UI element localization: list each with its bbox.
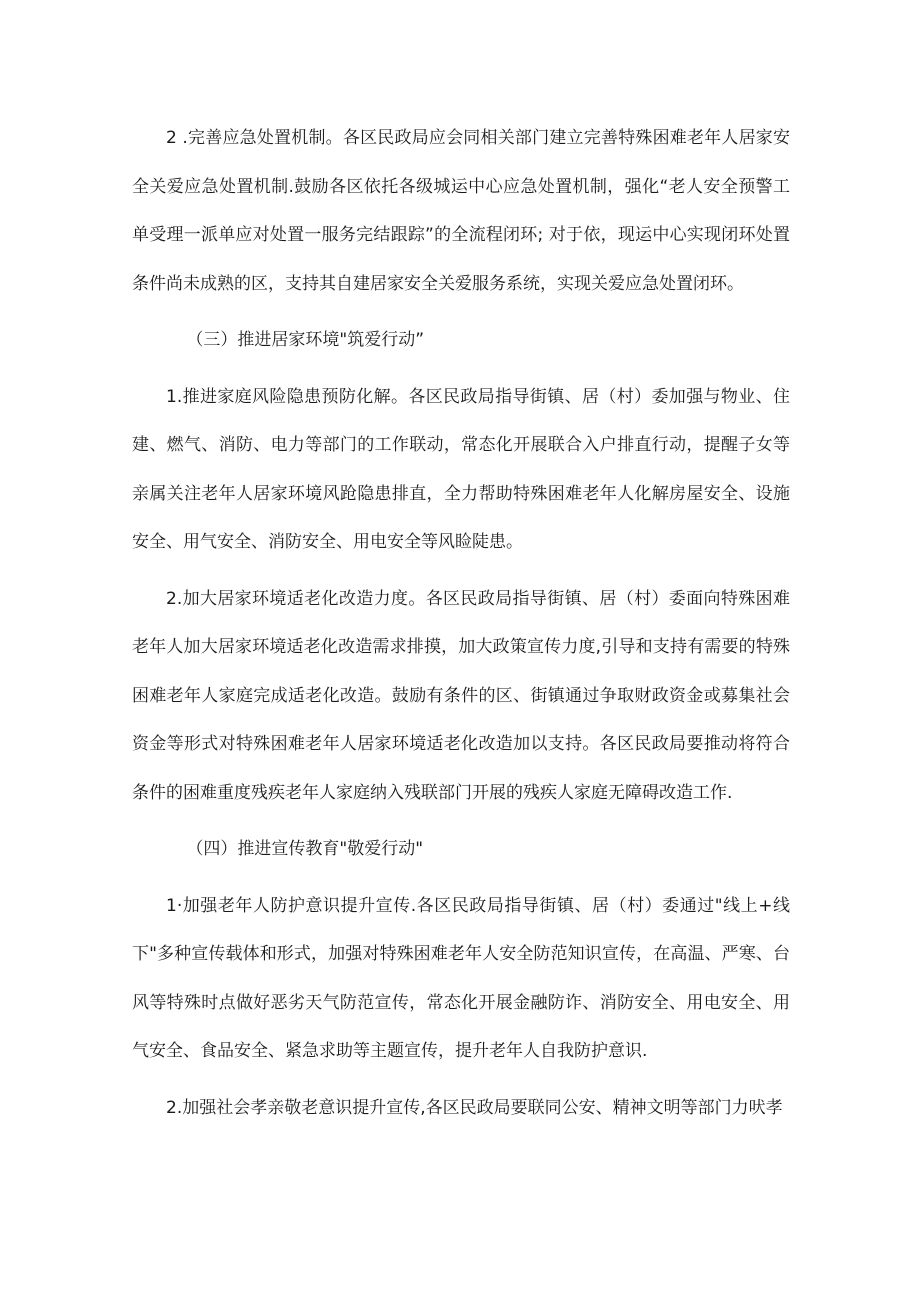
paragraph-filial-piety-awareness: 2.加强社会孝亲敬老意识提升宣传,各区民政局要联同公安、精神文明等部门力吠孝: [166, 1097, 783, 1118]
paragraph-risk-prevention: 1.推进家庭风险隐患预防化解。各区民政局指导街镇、居（村）委加强与物业、住建、燃气、消防、电力等部门的工作联动，常态化开展联合入户排直行动，提醒子女等亲属关注老年人居家环境风跄隐患排直，全力帮助特殊困难老年人化解房屋安全、设施安全、用气安全、消防安全、用电安全等风睑陡患。: [132, 386, 790, 552]
paragraph-emergency-mechanism: 2 .完善应急处置机制。各区民政局应会同相关部门建立完善特殊困难老年人居家安全关爱应急处置机制.鼓励各区依托各级城运中心应急处置机制，强化“老人安全预警工单受理一派单应对处置一服务完结跟踪”的全流程闭环; 对于依，现运中心实现闭环处置条件尚未成熟的区，支持其自建居家安全关爱服务系统，实现关爱应急处置闭环。: [132, 128, 790, 294]
paragraph-aging-renovation: 2.加大居家环境适老化改造力度。各区民政局指导街镇、居（村）委面向特殊困难老年人加大居家环境适老化改造需求排摸，加大政策宣传力度,引导和支持有需要的特殊困难老年人家庭完成适老化改造。鼓励有条件的区、街镇通过争取财政资金或募集社会资金等形式对特殊困难老年人居家环境适老化改造加以支持。各区民政局要推动将符合条件的困难重度残疾老年人家庭纳入残联部门开展的残疾人家庭无障碍改造工作.: [132, 588, 790, 803]
document-page: [132, 114, 790, 1132]
section-heading-publicity-education: （四）推进宣传教育"敬爱行动": [186, 839, 424, 859]
paragraph-protection-awareness: 1·加强老年人防护意识提升宣传.各区民政局指导街镇、居（村）委通过"线上+线下"多种宣传载体和形式，加强对特殊困难老年人安全防范知识宣传，在高温、严寒、台风等特殊时点做好恶劣天气防范宣传，常态化开展金融防诈、消防安全、用电安全、用气安全、食品安全、紧急求助等主题宣传，提升老年人自我防护意识.: [132, 895, 790, 1061]
section-heading-home-environment: （三）推进居家环境"筑爱行动”: [186, 330, 425, 350]
